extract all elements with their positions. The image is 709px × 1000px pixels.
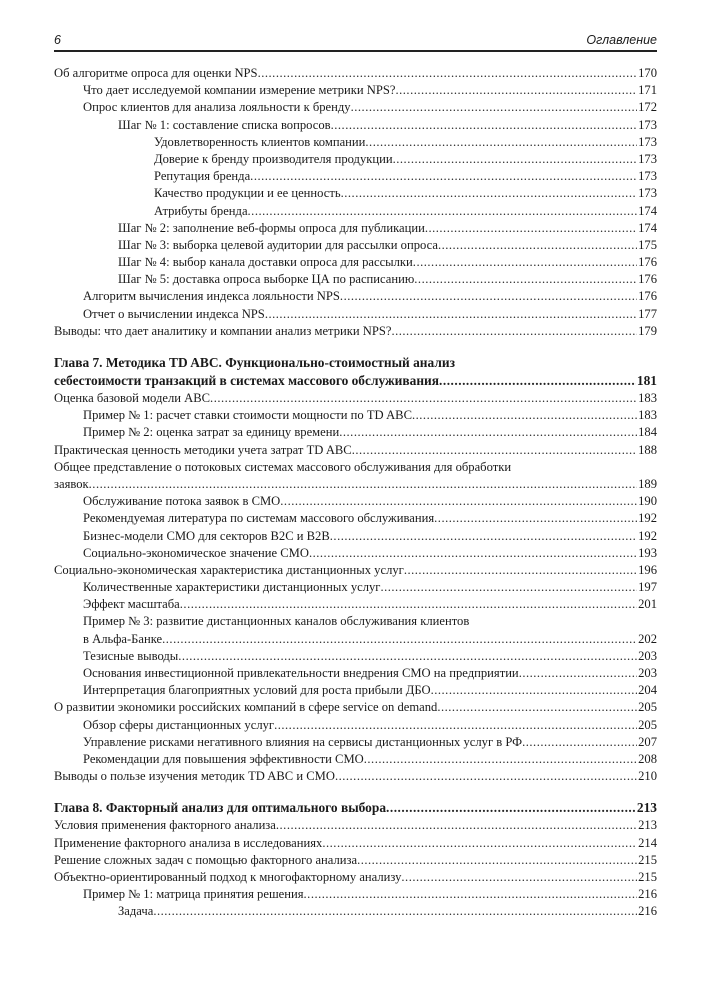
toc-page: 192	[638, 528, 657, 543]
toc-page: 179	[638, 323, 657, 338]
toc-entry[interactable]: Эффект масштаба ..... 201	[54, 596, 657, 613]
toc-entry[interactable]: Об алгоритме опроса для оценки NPS ..... 170	[54, 65, 657, 82]
chapter-title-line: Глава 7. Методика TD ABC. Функционально-стоимостный анализ	[54, 355, 455, 370]
toc-page: 173	[638, 186, 657, 201]
chapter-8-heading[interactable]	[54, 799, 657, 817]
toc-entry[interactable]: Репутация бренда ..... 173	[54, 168, 657, 185]
toc-entry[interactable]: Основания инвестиционной привлекательности внедрения СМО на предприятии ..... 203	[54, 665, 657, 682]
toc-page: 188	[638, 442, 657, 457]
toc-page: 190	[638, 494, 657, 509]
page-header	[54, 33, 657, 51]
toc-entry[interactable]: Интерпретация благоприятных условий для роста прибыли ДБО ..... 204	[54, 682, 657, 699]
toc-entry[interactable]: Пример № 3: развитие дистанционных каналов обслуживания клиентов в Альфа-Банке ..... 202	[54, 613, 657, 647]
toc-entry[interactable]: Шаг № 3: выборка целевой аудитории для рассылки опроса ..... 175	[54, 237, 657, 254]
toc-entry[interactable]: Шаг № 5: доставка опроса выборке ЦА по расписанию ..... 176	[54, 271, 657, 288]
toc-page: 196	[638, 562, 657, 577]
toc-page: 205	[638, 717, 657, 732]
toc-page: 216	[638, 904, 657, 919]
toc-entry[interactable]: Объектно-ориентированный подход к многофакторному анализу ..... 215	[54, 869, 657, 886]
toc-page: 170	[638, 66, 657, 80]
toc-entry[interactable]: Количественные характеристики дистанционных услуг ..... 197	[54, 579, 657, 596]
toc-page: 181	[636, 373, 657, 388]
toc-page: 172	[638, 100, 657, 115]
toc-page: 201	[638, 597, 657, 612]
toc-entry[interactable]: Доверие к бренду производителя продукции ..... 173	[54, 151, 657, 168]
toc-page: 197	[638, 580, 657, 595]
header-rule	[54, 50, 657, 52]
toc-page: 215	[638, 852, 657, 867]
table-of-contents	[54, 65, 657, 920]
toc-entry[interactable]: Отчет о вычислении индекса NPS ..... 177	[54, 306, 657, 323]
toc-entry[interactable]: Шаг № 2: заполнение веб-формы опроса для публикации ..... 174	[54, 220, 657, 237]
page-number: 6	[54, 33, 61, 47]
toc-page: 176	[638, 289, 657, 304]
toc-entry[interactable]: Общее представление о потоковых системах массового обслуживания для обработки заявок ..... 189	[54, 459, 657, 493]
toc-page: 171	[638, 83, 657, 98]
toc-entry[interactable]: Обслуживание потока заявок в СМО ..... 190	[54, 493, 657, 510]
toc-entry[interactable]: Социально-экономическая характеристика дистанционных услуг ..... 196	[54, 562, 657, 579]
toc-entry[interactable]: Качество продукции и ее ценность ..... 173	[54, 185, 657, 202]
toc-page: 176	[638, 255, 657, 270]
toc-entry[interactable]: Задача ..... 216	[54, 903, 657, 920]
toc-entry[interactable]: Оценка базовой модели ABC ..... 183	[54, 390, 657, 407]
chapter-title-line: себестоимости транзакций в системах массового обслуживания	[54, 373, 439, 388]
toc-entry[interactable]: Выводы: что дает аналитику и компании анализ метрики NPS? ..... 179	[54, 323, 657, 340]
toc-page: 207	[638, 734, 657, 749]
toc-entry[interactable]: Бизнес-модели СМО для секторов B2C и B2B ..... 192	[54, 528, 657, 545]
toc-entry[interactable]: Условия применения факторного анализа ..... 213	[54, 817, 657, 834]
toc-page: 176	[638, 272, 657, 287]
toc-page: 174	[638, 203, 657, 218]
toc-entry[interactable]: Тезисные выводы ..... 203	[54, 648, 657, 665]
toc-entry[interactable]: Применение факторного анализа в исследованиях ..... 214	[54, 835, 657, 852]
toc-entry[interactable]: Выводы о пользе изучения методик TD ABC и СМО ..... 210	[54, 768, 657, 785]
toc-entry[interactable]: Пример № 1: расчет ставки стоимости мощности по TD ABC ..... 183	[54, 407, 657, 424]
toc-entry[interactable]: О развитии экономики российских компаний в сфере service on demand ..... 205	[54, 699, 657, 716]
toc-entry[interactable]: Рекомендации для повышения эффективности СМО ..... 208	[54, 751, 657, 768]
toc-page: 213	[638, 818, 657, 833]
toc-page: 173	[638, 117, 657, 132]
toc-page: 174	[638, 220, 657, 235]
toc-entry[interactable]: Рекомендуемая литература по системам массового обслуживания ..... 192	[54, 510, 657, 527]
toc-page: 173	[638, 169, 657, 184]
toc-page: 216	[638, 887, 657, 902]
toc-entry[interactable]: Шаг № 4: выбор канала доставки опроса для рассылки ..... 176	[54, 254, 657, 271]
toc-page: 213	[636, 800, 657, 816]
toc-entry[interactable]: Практическая ценность методики учета затрат TD ABC ..... 188	[54, 442, 657, 459]
toc-page: 177	[638, 306, 657, 321]
toc-page: 203	[638, 666, 657, 680]
toc-entry[interactable]: Пример № 1: матрица принятия решения ..... 216	[54, 886, 657, 903]
toc-entry[interactable]: Обзор сферы дистанционных услуг ..... 205	[54, 717, 657, 734]
toc-page: 214	[638, 835, 657, 850]
toc-page: 189	[638, 476, 657, 491]
toc-page: 204	[638, 683, 657, 698]
toc-page: 184	[638, 425, 657, 440]
toc-page: 192	[638, 511, 657, 526]
toc-entry[interactable]: Атрибуты бренда ..... 174	[54, 203, 657, 220]
toc-entry[interactable]: Социально-экономическое значение СМО ..... 193	[54, 545, 657, 562]
toc-page: 215	[638, 869, 657, 884]
chapter-7-heading[interactable]	[54, 354, 657, 390]
toc-entry[interactable]: Удовлетворенность клиентов компании ..... 173	[54, 134, 657, 151]
toc-entry[interactable]: Опрос клиентов для анализа лояльности к бренду ..... 172	[54, 99, 657, 116]
toc-entry[interactable]: Шаг № 1: составление списка вопросов ..... 173	[54, 117, 657, 134]
toc-page: 208	[638, 751, 657, 766]
toc-entry[interactable]: Управление рисками негативного влияния на сервисы дистанционных услуг в РФ ..... 207	[54, 734, 657, 751]
section-title: Оглавление	[586, 33, 657, 47]
toc-page: 173	[638, 151, 657, 166]
toc-page: 173	[638, 134, 657, 149]
toc-page: 193	[638, 545, 657, 560]
toc-entry[interactable]: Пример № 2: оценка затрат за единицу времени ..... 184	[54, 424, 657, 441]
toc-entry[interactable]: Алгоритм вычисления индекса лояльности NPS ..... 176	[54, 288, 657, 305]
toc-page: 175	[638, 237, 657, 252]
toc-page: 203	[638, 648, 657, 663]
toc-page: 183	[638, 391, 657, 405]
toc-entry[interactable]: Что дает исследуемой компании измерение метрики NPS? ..... 171	[54, 82, 657, 99]
chapter-title-line: Глава 8. Факторный анализ для оптимального выбора	[54, 800, 387, 816]
toc-page: 210	[638, 769, 657, 784]
toc-page: 205	[638, 700, 657, 715]
toc-page: 183	[638, 408, 657, 423]
toc-entry[interactable]: Решение сложных задач с помощью факторного анализа ..... 215	[54, 852, 657, 869]
toc-page: 202	[638, 631, 657, 646]
